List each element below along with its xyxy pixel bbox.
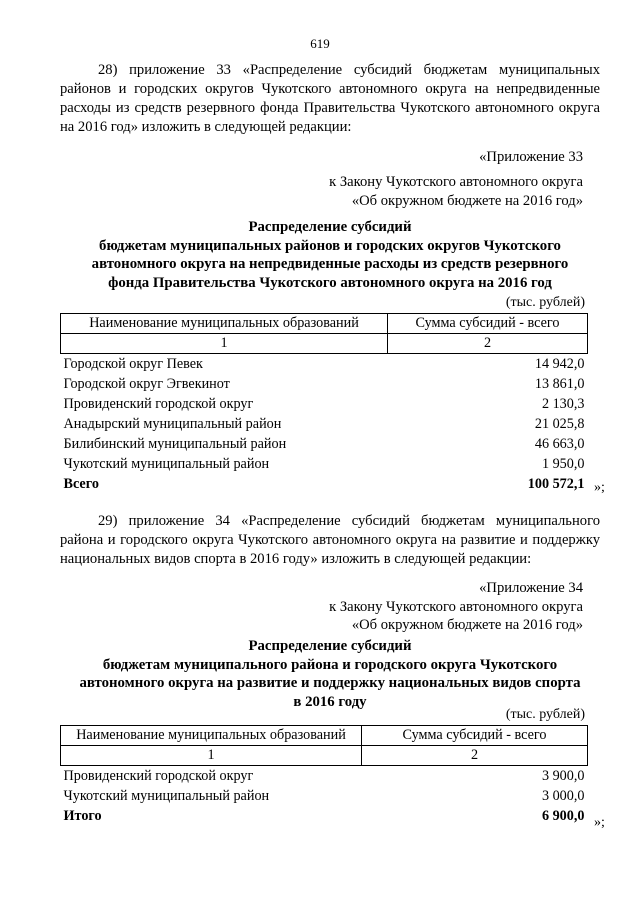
col-number: 1 <box>61 746 362 766</box>
appendix-33-label: «Приложение 33 <box>479 149 583 165</box>
appendix-34-label: «Приложение 34 <box>479 580 583 596</box>
appendix-34-law-title: «Об окружном бюджете на 2016 год» <box>351 617 583 633</box>
col-header-sum: Сумма субсидий - всего <box>362 726 588 746</box>
units-label: (тыс. рублей) <box>505 295 585 310</box>
table-row: Чукотский муниципальный район 3 000,0 <box>63 787 585 804</box>
title-line: бюджетам муниципального района и городского округа Чукотского <box>102 656 558 673</box>
col-number: 1 <box>61 334 388 354</box>
title-line: автономного округа на непредвиденные расходы из средств резервного <box>91 256 569 272</box>
appendix-33-law: к Закону Чукотского автономного округа <box>329 174 583 190</box>
table-row: Билибинский муниципальный район 46 663,0 <box>63 435 585 452</box>
appendix-33-law-title: «Об окружном бюджете на 2016 год» <box>351 193 583 209</box>
table-row: Городской округ Певек 14 942,0 <box>63 355 585 372</box>
closing-quote: »; <box>594 815 605 830</box>
total-row: Всего 100 572,1 <box>63 475 585 492</box>
title-line: автономного округа на развитие и поддержку национальных видов спорта <box>79 675 581 691</box>
subsidy-table-33 <box>60 313 588 494</box>
subsidy-table-34 <box>60 725 588 826</box>
table-row: Провиденский городской округ 3 900,0 <box>63 767 585 784</box>
title-line: фонда Правительства Чукотского автономного округа на 2016 год <box>108 274 552 291</box>
col-header-sum: Сумма субсидий - всего <box>388 314 588 334</box>
table-33-title <box>60 218 600 292</box>
table-row: Провиденский городской округ 2 130,3 <box>63 395 585 412</box>
col-header-name: Наименование муниципальных образований <box>61 314 388 334</box>
total-row: Итого 6 900,0 <box>63 807 585 824</box>
appendix-34-law: к Закону Чукотского автономного округа <box>329 599 583 615</box>
paragraph-28: 28) приложение 33 «Распределение субсидий бюджетам муниципальных районов и городских округов Чукотского автономного округа на непредвиденные расходы из средств резервного фонда Правительства Чукотского автономного округа на 2016 год» изложить в следующей редакции: <box>60 62 600 135</box>
title-line: Распределение субсидий <box>248 638 412 654</box>
paragraph-29: 29) приложение 34 «Распределение субсидий бюджетам муниципального района и городского округа Чукотского автономного округа на развитие и поддержку национальных видов спорта в 2016 году» изложить в следующей редакции: <box>60 513 600 567</box>
title-line: бюджетам муниципальных районов и городских округов Чукотского <box>99 237 561 254</box>
page-number: 619 <box>310 36 330 51</box>
table-row: Чукотский муниципальный район 1 950,0 <box>63 455 585 472</box>
table-row: Городской округ Эгвекинот 13 861,0 <box>63 375 585 392</box>
table-row: Анадырский муниципальный район 21 025,8 <box>63 415 585 432</box>
col-header-name: Наименование муниципальных образований <box>61 726 362 746</box>
col-number: 2 <box>362 746 588 766</box>
closing-quote: »; <box>594 480 605 495</box>
table-34-title <box>60 637 600 711</box>
title-line: Распределение субсидий <box>248 219 412 235</box>
col-number: 2 <box>388 334 588 354</box>
title-line: в 2016 году <box>293 693 367 710</box>
units-label: (тыс. рублей) <box>505 707 585 722</box>
